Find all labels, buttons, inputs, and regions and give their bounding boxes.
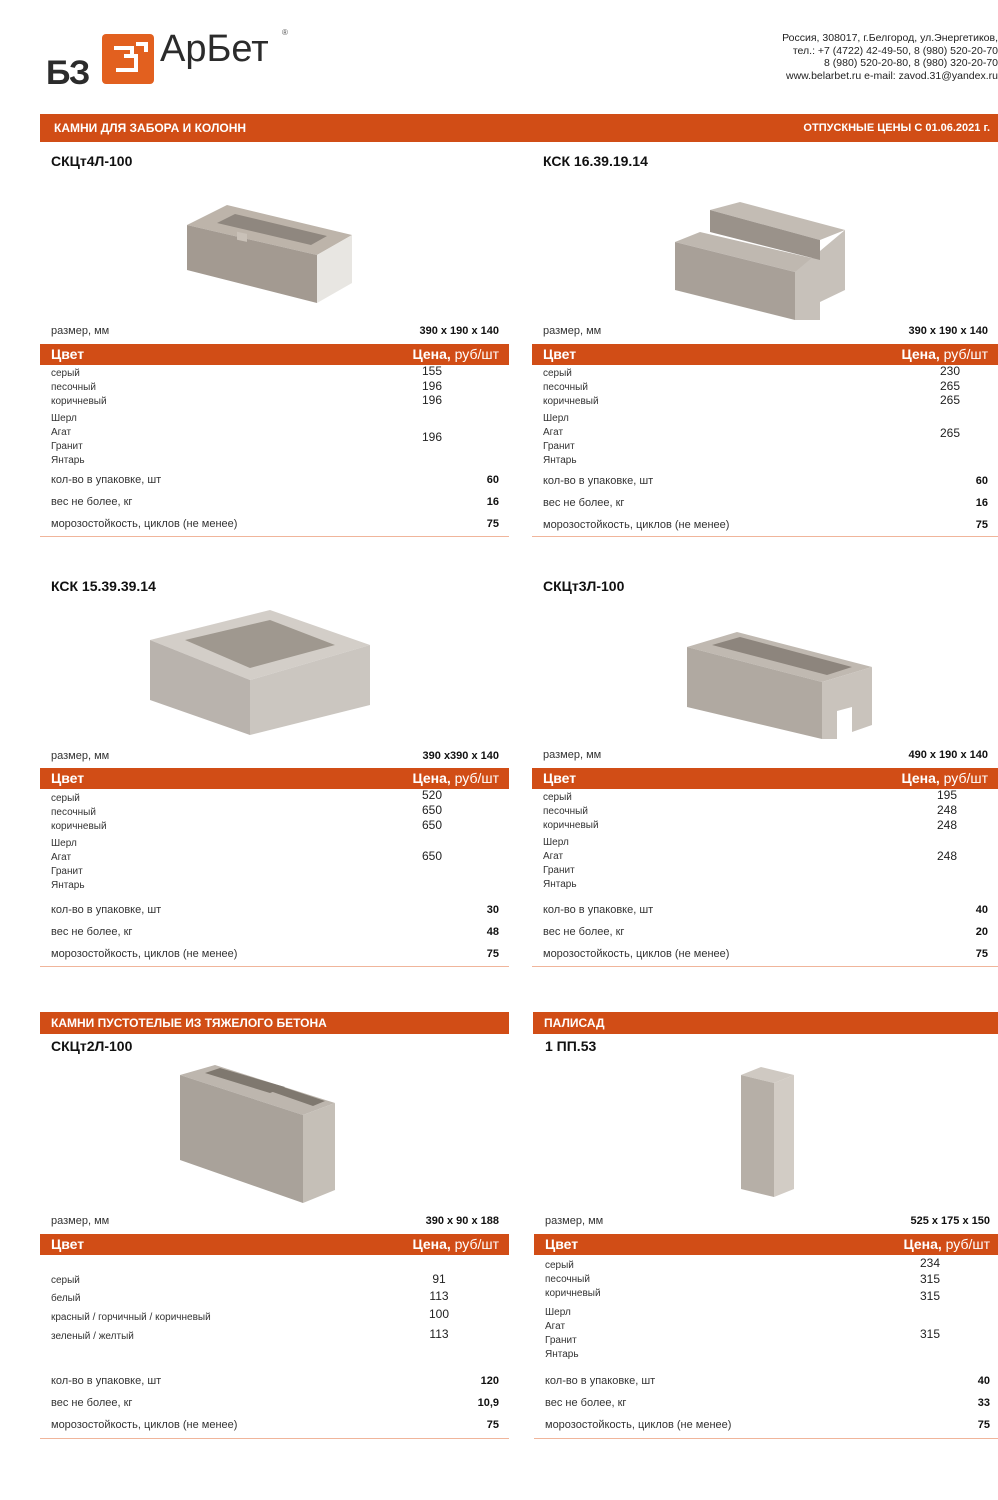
color-header: Цвет <box>545 1236 579 1252</box>
divider-line <box>532 536 998 537</box>
registered-mark: ® <box>282 28 288 37</box>
size-value: 390 х390 х 140 <box>422 750 499 762</box>
product-card <box>532 575 998 968</box>
size-row <box>51 750 499 762</box>
color-name: песочный <box>543 382 588 393</box>
logo-name: АрБет <box>160 28 269 70</box>
spec-label: кол-во в упаковке, шт <box>545 1375 656 1387</box>
table-header <box>534 1234 998 1255</box>
table-header <box>40 1234 509 1255</box>
spec-label: вес не более, кг <box>543 926 625 938</box>
color-header: Цвет <box>543 770 577 786</box>
price-value: 248 <box>936 849 958 863</box>
size-value: 390 х 190 х 140 <box>419 325 499 337</box>
color-name: песочный <box>545 1274 590 1285</box>
price-value: 155 <box>421 364 443 378</box>
product-image <box>670 202 850 327</box>
price-header: Цена, руб/шт <box>901 346 988 362</box>
price-header: Цена, руб/шт <box>412 770 499 786</box>
spec-value: 60 <box>975 475 988 487</box>
size-row <box>51 1215 499 1227</box>
price-value: 91 <box>432 1272 446 1286</box>
color-name: Шерл <box>51 838 77 849</box>
divider-line <box>40 966 509 967</box>
color-name: Гранит <box>543 441 575 452</box>
size-value: 525 х 175 х 150 <box>910 1215 990 1227</box>
product-title: СКЦт2Л-100 <box>51 1038 133 1054</box>
price-value: 650 <box>421 849 443 863</box>
spec-row-pack <box>543 475 988 487</box>
size-label: размер, мм <box>543 749 602 761</box>
table-header <box>40 768 509 789</box>
color-name: серый <box>543 368 572 379</box>
spec-label: кол-во в упаковке, шт <box>543 904 654 916</box>
spec-label: вес не более, кг <box>51 496 133 508</box>
spec-row-weight <box>543 926 988 938</box>
price-date: ОТПУСКНЫЕ ЦЕНЫ С 01.06.2021 г. <box>803 122 990 134</box>
spec-value: 16 <box>486 496 499 508</box>
spec-row-frost <box>51 1419 499 1431</box>
price-value: 234 <box>919 1256 941 1270</box>
color-name: Янтарь <box>543 455 577 466</box>
divider-line <box>40 1438 509 1439</box>
company-logo <box>46 28 296 90</box>
size-label: размер, мм <box>51 750 110 762</box>
spec-value: 75 <box>977 1419 990 1431</box>
contacts-block <box>658 32 998 82</box>
color-name: Шерл <box>543 837 569 848</box>
color-name: Шерл <box>543 413 569 424</box>
table-header <box>40 344 509 365</box>
contact-phone-2: 8 (980) 520-20-80, 8 (980) 320-20-70 <box>824 57 998 69</box>
spec-row-weight <box>51 496 499 508</box>
spec-value: 75 <box>486 1419 499 1431</box>
spec-label: вес не более, кг <box>51 1397 133 1409</box>
spec-label: морозостойкость, циклов (не менее) <box>543 948 730 960</box>
spec-label: морозостойкость, циклов (не менее) <box>51 1419 238 1431</box>
spec-row-weight <box>51 1397 499 1409</box>
size-label: размер, мм <box>51 1215 110 1227</box>
size-row <box>543 325 988 337</box>
color-name: Гранит <box>51 866 83 877</box>
color-header: Цвет <box>543 346 577 362</box>
color-name: коричневый <box>51 821 107 832</box>
product-title: КСК 16.39.19.14 <box>543 153 648 169</box>
section-title-palisade: ПАЛИСАД <box>544 1016 605 1030</box>
spec-label: морозостойкость, циклов (не менее) <box>51 948 238 960</box>
spec-value: 75 <box>975 519 988 531</box>
spec-row-frost <box>545 1419 990 1431</box>
product-image <box>177 195 357 310</box>
color-name: серый <box>543 792 572 803</box>
price-value: 248 <box>936 803 958 817</box>
size-label: размер, мм <box>543 325 602 337</box>
color-name: серый <box>51 368 80 379</box>
size-value: 390 х 90 х 188 <box>425 1215 499 1227</box>
section-bar-palisade <box>533 1012 998 1034</box>
color-name: песочный <box>51 382 96 393</box>
product-title: СКЦт3Л-100 <box>543 578 625 594</box>
spec-row-pack <box>51 474 499 486</box>
product-card <box>534 1035 998 1440</box>
table-header <box>532 768 998 789</box>
price-value: 650 <box>421 818 443 832</box>
price-value: 650 <box>421 803 443 817</box>
price-value: 315 <box>919 1272 941 1286</box>
color-name: коричневый <box>51 396 107 407</box>
spec-value: 16 <box>975 497 988 509</box>
spec-value: 75 <box>975 948 988 960</box>
product-title: 1 ПП.53 <box>545 1038 597 1054</box>
color-name: Агат <box>51 852 72 863</box>
spec-row-weight <box>545 1397 990 1409</box>
spec-value: 75 <box>486 948 499 960</box>
product-card <box>40 575 509 968</box>
spec-value: 33 <box>977 1397 990 1409</box>
spec-value: 48 <box>486 926 499 938</box>
price-value: 196 <box>421 430 443 444</box>
price-value: 100 <box>428 1307 450 1321</box>
product-card <box>40 150 509 538</box>
spec-label: кол-во в упаковке, шт <box>51 474 162 486</box>
price-value: 230 <box>939 364 961 378</box>
spec-row-weight <box>543 497 988 509</box>
spec-value: 40 <box>977 1375 990 1387</box>
color-name: Янтарь <box>543 879 577 890</box>
product-image <box>736 1067 806 1202</box>
price-value: 196 <box>421 379 443 393</box>
price-value: 520 <box>421 788 443 802</box>
color-name: коричневый <box>545 1288 601 1299</box>
divider-line <box>40 536 509 537</box>
color-name: Агат <box>51 427 72 438</box>
section-title-hollow: КАМНИ ПУСТОТЕЛЫЕ ИЗ ТЯЖЕЛОГО БЕТОНА <box>51 1016 327 1030</box>
price-value: 265 <box>939 426 961 440</box>
spec-value: 20 <box>975 926 988 938</box>
color-name: Гранит <box>543 865 575 876</box>
color-name: Агат <box>543 427 564 438</box>
contact-web-email: www.belarbet.ru e-mail: zavod.31@yandex.ru <box>785 69 998 82</box>
color-name: Янтарь <box>51 880 85 891</box>
product-image <box>175 1065 345 1210</box>
logo-letters: БЗ <box>46 54 90 92</box>
color-header: Цвет <box>51 346 85 362</box>
color-name: коричневый <box>543 820 599 831</box>
spec-label: морозостойкость, циклов (не менее) <box>545 1419 732 1431</box>
spec-value: 10,9 <box>477 1397 499 1409</box>
size-label: размер, мм <box>51 325 110 337</box>
spec-value: 40 <box>975 904 988 916</box>
color-name: серый <box>51 793 80 804</box>
color-header: Цвет <box>51 1236 85 1252</box>
price-value: 315 <box>919 1289 941 1303</box>
spec-row-frost <box>543 948 988 960</box>
divider-line <box>532 966 998 967</box>
logo-mark-icon <box>102 34 154 84</box>
price-value: 195 <box>936 788 958 802</box>
price-value: 196 <box>421 393 443 407</box>
spec-label: кол-во в упаковке, шт <box>543 475 654 487</box>
price-value: 265 <box>939 393 961 407</box>
price-header: Цена, руб/шт <box>903 1236 990 1252</box>
spec-row-frost <box>51 518 499 530</box>
divider-line <box>534 1438 998 1439</box>
color-name: Гранит <box>545 1335 577 1346</box>
spec-row-pack <box>545 1375 990 1387</box>
spec-row-pack <box>51 1375 499 1387</box>
price-value: 113 <box>429 1327 449 1341</box>
color-name: Гранит <box>51 441 83 452</box>
size-label: размер, мм <box>545 1215 604 1227</box>
color-name: коричневый <box>543 396 599 407</box>
product-title: КСК 15.39.39.14 <box>51 578 156 594</box>
color-name: красный / горчичный / коричневый <box>51 1312 211 1323</box>
color-name: белый <box>51 1293 81 1304</box>
section-bar-fence-stones <box>40 114 998 142</box>
color-name: Агат <box>543 851 564 862</box>
spec-label: вес не более, кг <box>543 497 625 509</box>
spec-label: кол-во в упаковке, шт <box>51 904 162 916</box>
spec-label: кол-во в упаковке, шт <box>51 1375 162 1387</box>
product-card <box>532 150 998 538</box>
spec-row-frost <box>51 948 499 960</box>
price-header: Цена, руб/шт <box>412 1236 499 1252</box>
price-value: 315 <box>919 1327 941 1341</box>
size-value: 490 х 190 х 140 <box>908 749 988 761</box>
price-header: Цена, руб/шт <box>901 770 988 786</box>
spec-row-pack <box>51 904 499 916</box>
product-image <box>682 627 872 752</box>
section-title: КАМНИ ДЛЯ ЗАБОРА И КОЛОНН <box>54 121 247 135</box>
color-header: Цвет <box>51 770 85 786</box>
color-name: Шерл <box>51 413 77 424</box>
spec-label: вес не более, кг <box>51 926 133 938</box>
color-name: песочный <box>51 807 96 818</box>
spec-value: 75 <box>486 518 499 530</box>
color-name: серый <box>51 1275 80 1286</box>
product-image <box>145 610 375 745</box>
size-row <box>543 749 988 761</box>
color-name: Янтарь <box>51 455 85 466</box>
spec-row-weight <box>51 926 499 938</box>
color-name: серый <box>545 1260 574 1271</box>
spec-label: морозостойкость, циклов (не менее) <box>51 518 238 530</box>
price-value: 265 <box>939 379 961 393</box>
color-name: Шерл <box>545 1307 571 1318</box>
product-card <box>40 1035 509 1440</box>
price-value: 113 <box>429 1289 449 1303</box>
contact-address: Россия, 308017, г.Белгород, ул.Энергетиков, <box>782 32 998 44</box>
table-header <box>532 344 998 365</box>
color-name: Агат <box>545 1321 566 1332</box>
spec-value: 120 <box>480 1375 499 1387</box>
spec-value: 60 <box>486 474 499 486</box>
spec-label: морозостойкость, циклов (не менее) <box>543 519 730 531</box>
spec-row-frost <box>543 519 988 531</box>
spec-value: 30 <box>486 904 499 916</box>
spec-label: вес не более, кг <box>545 1397 627 1409</box>
size-row <box>51 325 499 337</box>
size-value: 390 х 190 х 140 <box>908 325 988 337</box>
contact-phone-1: тел.: +7 (4722) 42-49-50, 8 (980) 520-20-70 <box>792 44 998 57</box>
price-value: 248 <box>936 818 958 832</box>
product-title: СКЦт4Л-100 <box>51 153 133 169</box>
color-name: песочный <box>543 806 588 817</box>
size-row <box>545 1215 990 1227</box>
color-name: Янтарь <box>545 1349 579 1360</box>
section-bar-hollow-stones <box>40 1012 509 1034</box>
price-header: Цена, руб/шт <box>412 346 499 362</box>
color-name: зеленый / желтый <box>51 1331 134 1342</box>
spec-row-pack <box>543 904 988 916</box>
